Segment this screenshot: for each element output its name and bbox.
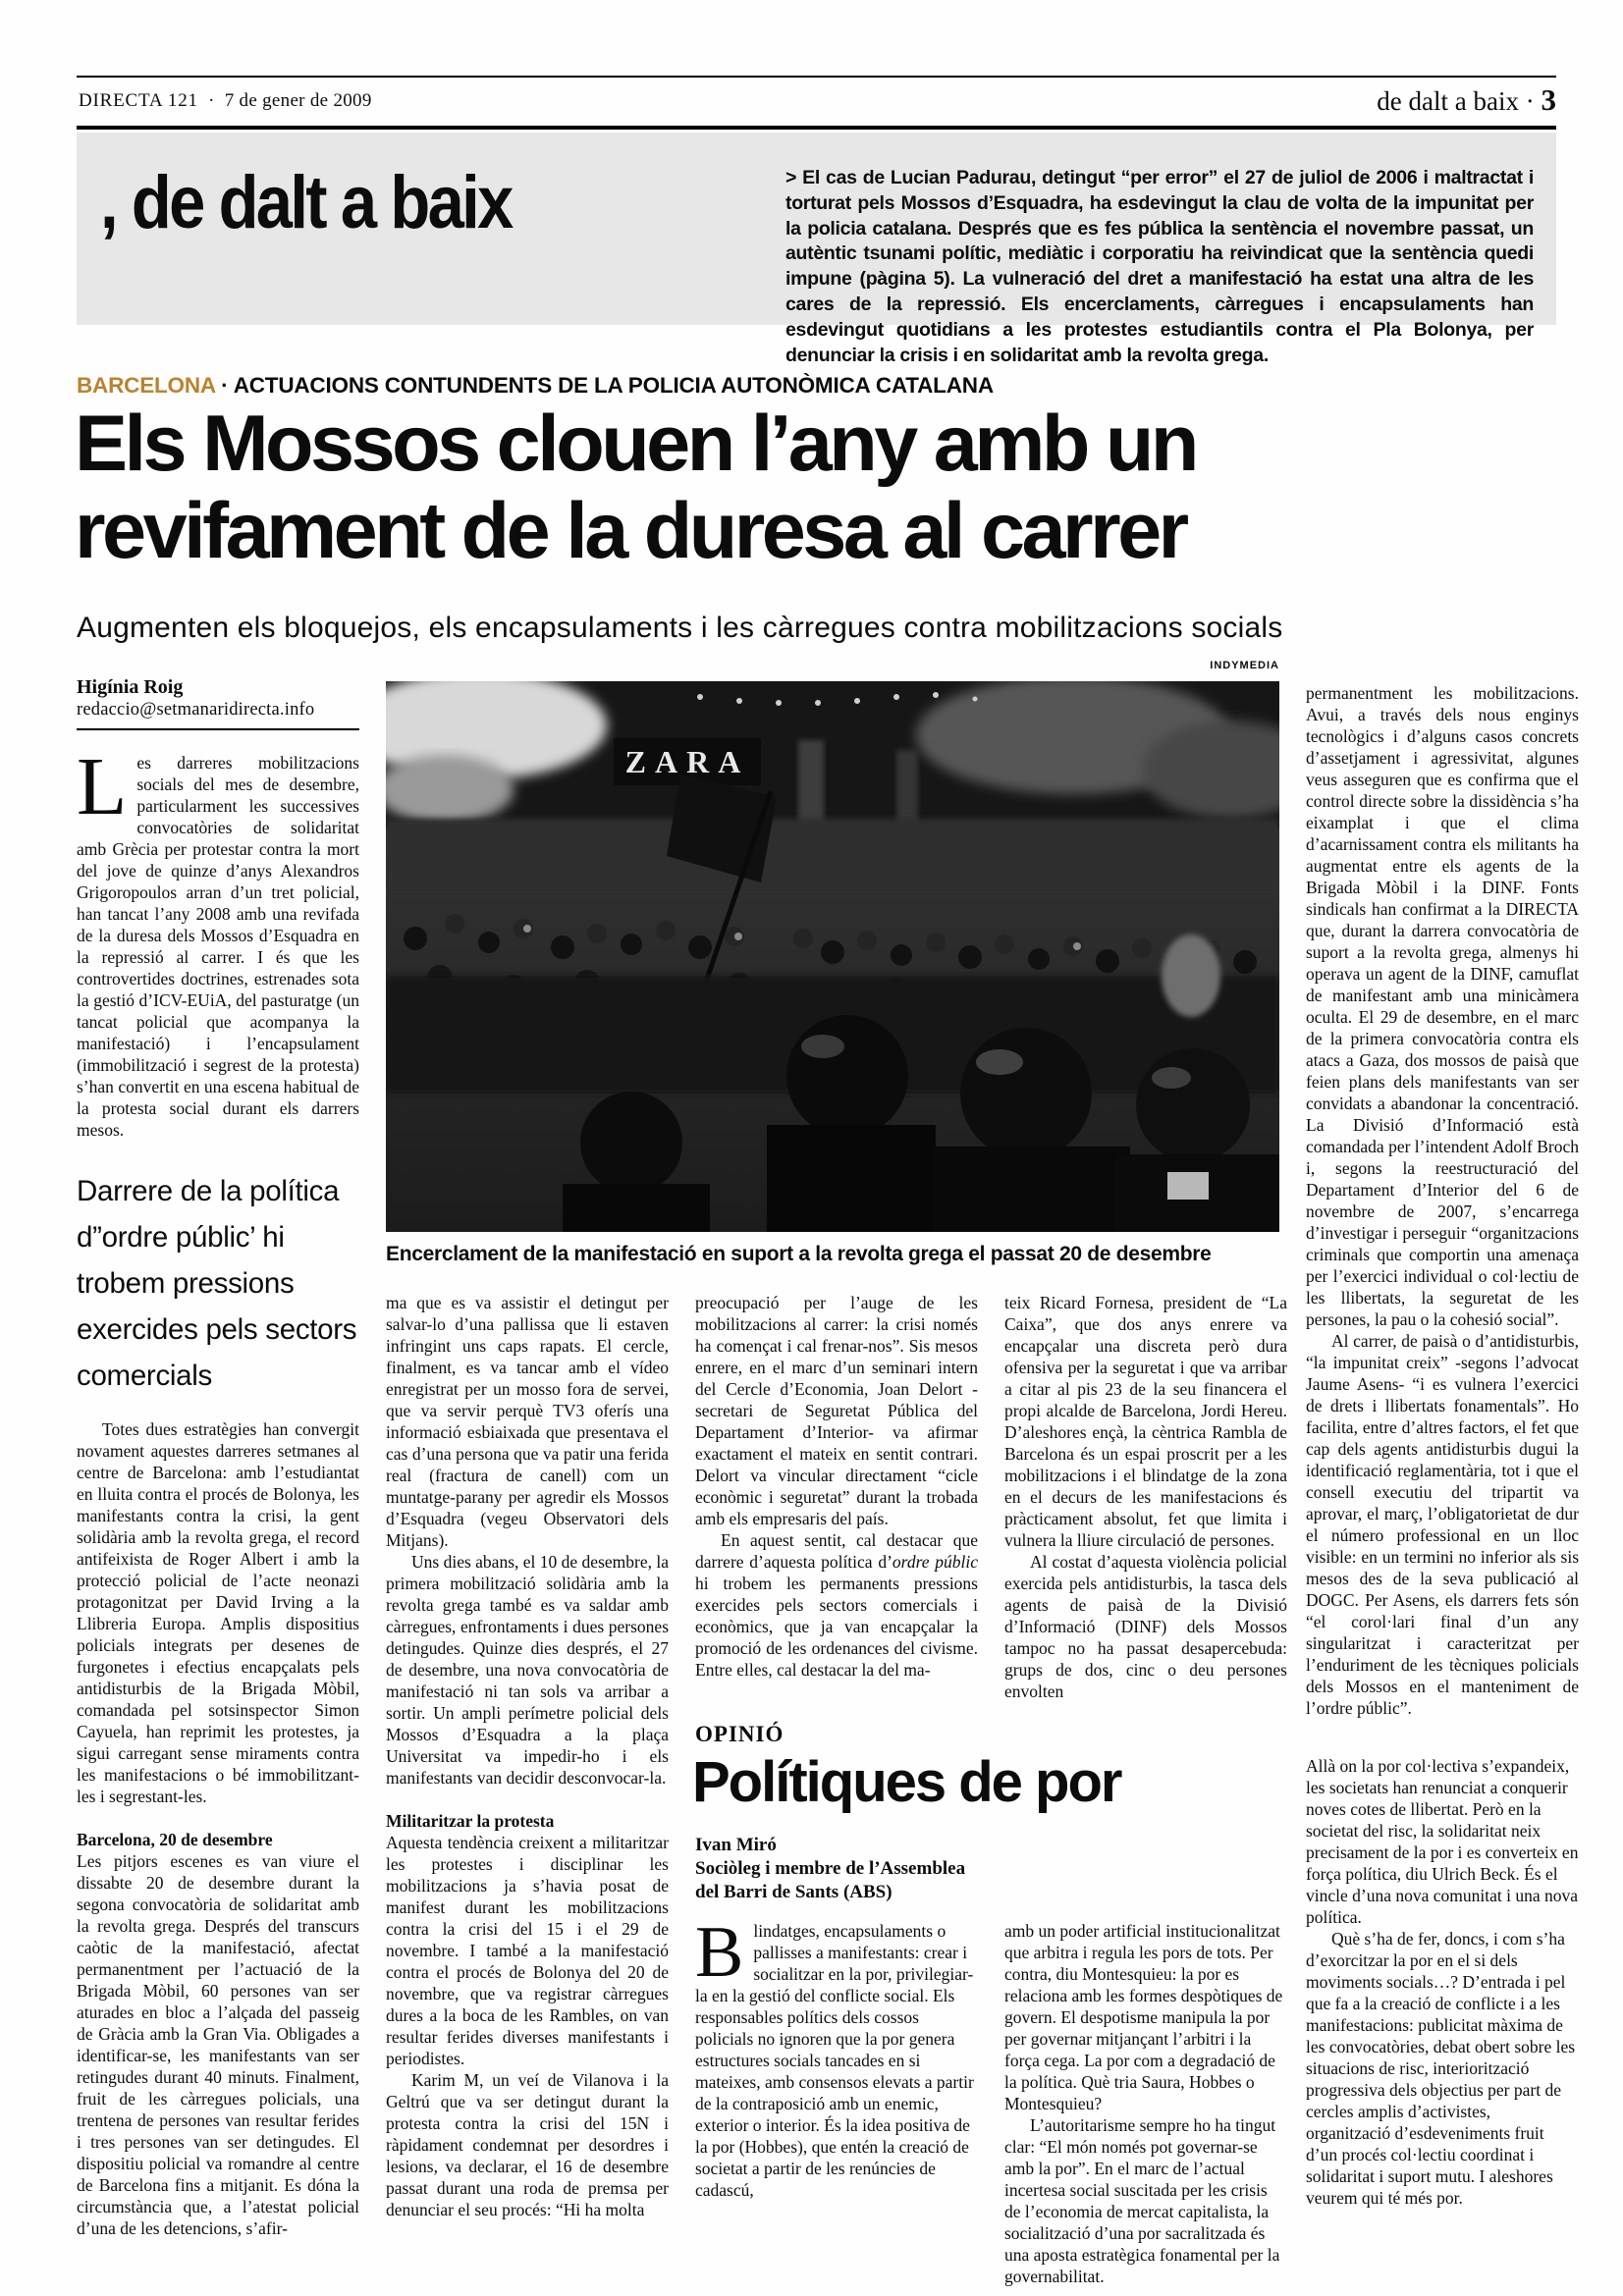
paragraph: L’autoritarisme sempre ho ha tingut clar: “El món només pot governar-se amb la por”. En el marc de l’actual incertesa social suscitada per les crisis de l’economia de mercat capitalista, la socialització d’una por sacralitzada és una aposta estratègica fonamental per la governabilitat.	[1004, 2115, 1280, 2286]
opinion-byline	[695, 1834, 990, 1904]
header-separator: ·	[207, 90, 215, 111]
opinion-column-3	[1306, 1755, 1579, 2209]
photo-caption: Encerclament de la manifestació en suport a la revolta grega el passat 20 de desembre	[386, 1243, 1212, 1265]
paragraph: ma que es va assistir el detingut per salvar-lo d’una pallissa que li estaven infringint uns caps rapats. El cercle, finalment, es va tancar amb el vídeo enregistrat per un mosso fora de servei, que va servir perquè TV3 oferís una informació esbiaixada que presentava el cas d’una persona que va patir una ferida real (fractura de canell) com un muntatge-parany per agredir els Mossos d’Esquadra (vegeu Observatori dels Mitjans).	[386, 1293, 669, 1550]
paragraph: teix Ricard Fornesa, president de “La Caixa”, que dos anys enrere va encapçalar una discreta però dura ofensiva per la seguretat i que va arribar a citar al pis 23 de la seu financera el propi alcalde de Barcelona, Jordi Hereu. D’aleshores ençà, la cèntrica Rambla de Barcelona és un espai proscrit per a les mobilitzacions i el blindatge de la zona en el decurs de les manifestacions és pràcticament absolut, fet que limita i vulnera la lliure circulació de persones.	[1004, 1293, 1287, 1550]
section-band	[77, 133, 1556, 366]
author-email: redaccio@setmanaridirecta.info	[77, 700, 315, 720]
storefront-sign-text: ZARA	[624, 744, 750, 779]
page-header-right	[967, 82, 1556, 118]
article-column-2	[386, 1292, 669, 2220]
dropcap-L: L	[77, 741, 128, 832]
section-big-title: , de dalt a baix	[100, 161, 512, 244]
opinion-author: Ivan Miró	[695, 1835, 777, 1855]
opinion-title: Polítiques de por	[692, 1750, 1121, 1814]
masthead-name: DIRECTA 121	[79, 90, 198, 111]
opinion-label: OPINIÓ	[695, 1722, 784, 1746]
paragraph: amb un poder artificial institucionalitzat que arbitra i regula les pors de tots. Per contra, diu Montesquieu: la por es relaciona amb les formes despòtiques de govern. El despotisme manipula la por per governar mitjançant l’arbitri i la força cega. La por com a degradació de la política. Què tria Saura, Hobbes o Montesquieu?	[1004, 1921, 1283, 2113]
byline-rule	[77, 728, 359, 730]
section-name: de dalt a baix	[1377, 86, 1519, 116]
page-number: 3	[1541, 82, 1556, 117]
paragraph: permanentment les mobilitzacions. Avui, a través dels nous enginys tecnològics i d’alguns casos concrets d’assetjament i agressivitat, algunes veus asseguren que es confirma que el control directe sobre la dissidència s’ha eixamplat i que el clima d’acarnissament contra els militants ha augmentat entre els agents de la Brigada Mòbil i la DINF. Fonts sindicals han confirmat a la DIRECTA que, durant la darrera convocatòria de suport a la revolta grega, almenys hi operava un agent de la DINF, camuflat de manifestant amb una minicàmera oculta. El 29 de desembre, en el marc de la primera convocatòria contra els atacs a Gaza, dos mossos de paisà que feien plans dels manifestants van ser convidats a abandonar la concentració. La Divisió d’Informació està comandada per l’intendent Adolf Broch i, segons la reestructuració del Departament d’Interior del 6 de novembre de 2007, s’encarrega d’investigar i perseguir “organitzacions criminals que comportin una amenaça per l’exercici individual o col·lectiu de les llibertats, la seguretat de les persones, la pau o la cohesió social”.	[1306, 683, 1579, 1329]
paragraph: Aquesta tendència creixent a militaritzar les protestes i disciplinar les mobilitzacions ja s’havia posat de manifest durant les mobilitzacions contra la crisi del 15 i el 29 de novembre. I també a la manifestació contra el procés de Bolonya del 20 de novembre, que va registrar càrregues dures a la boca de les Rambles, on van resultar ferides diverses manifestants i periodistes.	[386, 1833, 669, 2068]
kicker-separator: ·	[215, 373, 234, 398]
paragraph: Allà on la por col·lectiva s’expandeix, les societats han renunciat a conquerir noves cotes de llibertat. Però en la societat del risc, la solidaritat neix precisament de la por i es converteix en força política, diu Ulrich Beck. És el vincle d’una nova comunitat i una nova política.	[1306, 1756, 1579, 1927]
paragraph: En aquest sentit, cal destacar que darrere d’aquesta política d’ordre públic hi trobem les permanents pressions exercides pels sectors comercials i econòmics, que ja van encapçalar la promoció de les ordenances del civisme. Entre elles, cal destacar la del ma-	[695, 1530, 978, 1680]
kicker-text: ACTUACIONS CONTUNDENTS DE LA POLICIA AUTONÒMICA CATALANA	[233, 373, 994, 398]
paragraph: Blindatges, encapsulaments o pallisses a manifestants: crear i socialitzar en la por, privilegiar-la en la gestió del conflicte social. Els responsables polítics dels cossos policials no ignoren que la por genera estructures socials tancades en si mateixes, amb consensos elevats a partir de la contraposició amb un enemic, exterior o interior. És la idea positiva de la por (Hobbes), que entén la creació de societat a partir de les renúncies de cadascú,	[695, 1912, 974, 2200]
photo-credit: INDYMEDIA	[1210, 660, 1279, 671]
paragraph: Al costat d’aquesta violència policial exercida pels antidisturbis, la tasca dels agents de paisà de la Divisió d’Informació (DINF) dels Mossos tampoc no ha passat desapercebuda: grups de dos, cinc o deu persones envolten	[1004, 1552, 1287, 1701]
opinion-column-2	[1004, 1920, 1287, 2287]
paragraph: preocupació per l’auge de les mobilitzacions al carrer: la crisi només ha començat i cal frenar-nos”. Sis mesos enrere, en el marc d’un seminari intern del Cercle d’Economia, Joan Delort -secretari de Seguretat Pública del Departament d’Interior- va afirmar exactament el mateix en sentit contrari. Delort va vincular directament “cicle econòmic i seguretat” durant la trobada amb els empresaris del país.	[695, 1293, 978, 1528]
byline	[77, 675, 359, 730]
header-rule	[77, 126, 1556, 130]
protest-photo	[386, 681, 1279, 1232]
paragraph: Al carrer, de paisà o d’antidisturbis, “la impunitat creix” -segons l’advocat Jaume Asens- “i es vulnera l’exercici de drets i llibertats fonamentals”. Ho facilita, entre d’altres factors, el fet que cap dels agents antidisturbis dugui la identificació reglamentària, tot i que el consell executiu del tripartit va aprovar, el març, l’obligatorietat de dur el número professional en un lloc visible: en un termini no inferior als sis mesos des de la seva publicació al DOGC. Per Asens, els darrers fets són “el corol·lari final d’un any singularitzat i caracteritzat per l’enduriment de les tècniques policials dels Mossos en el manteniment de l’ordre públic”.	[1306, 1331, 1579, 1718]
section-subhead-barcelona: Barcelona, 20 de desembre	[77, 1830, 273, 1849]
section-subhead-militaritzar: Militaritzar la protesta	[386, 1811, 555, 1831]
paragraph: Les darreres mobilitzacions socials del mes de desembre, particularment les successives convocatòries de solidaritat amb Grècia per protestar contra la mort del jove de quinze d’anys Alexandros Grigoropoulos arran d’un tret policial, han tancat l’any 2008 amb una revifada de la duresa dels Mossos d’Esquadra en la repressió al carrer. I és que les controvertides doctrines, estrenades sota la gestió d’ICV-EUiA, del pasturatge (un tancat policial que acompanya la manifestació) i l’encapsulament (immobilització i segrest de la protesta) s’han convertit en una escena habitual de la protesta social durant els darrers mesos.	[77, 741, 359, 1140]
author-name: Higínia Roig	[77, 676, 184, 698]
police-badge	[1167, 1172, 1209, 1200]
article-column-1	[77, 741, 359, 2239]
section-intro-text: > El cas de Lucian Padurau, detingut “per error” el 27 de juliol de 2006 i maltractat i torturat pels Mossos d’Esquadra, ha esdevingut la clau de volta de la impunitat per la policia catalana. Després que es fes pública la sentència el novembre passat, un autèntic tsunami polític, mediàtic i corporatiu ha reivindicat que la sentència quedi impune (pàgina 5). La vulneració del dret a manifestació ha estat una altra de les cares de la repressió. Els encerclaments, càrregues i encapsulaments han esdevingut quotidians a les protestes estudiantils contra el Pla Bolonya, per denunciar la crisis i en solidaritat amb la revolta grega.	[785, 167, 1534, 366]
article-column-3	[695, 1292, 978, 1681]
article-column-4	[1004, 1292, 1287, 1702]
page-header-left	[79, 90, 372, 112]
header-separator-right: ·	[1525, 86, 1535, 116]
dropcap-B: B	[695, 1912, 744, 1993]
kicker-location: BARCELONA	[77, 373, 216, 398]
issue-date: 7 de gener de 2009	[224, 90, 372, 111]
article-column-5	[1306, 682, 1579, 1719]
opinion-column-1	[695, 1912, 978, 2201]
kicker	[77, 373, 994, 399]
italic-ordre-public: ordre públic	[892, 1552, 978, 1572]
paragraph: Les pitjors escenes es van viure el dissabte 20 de desembre durant la segona convocatòria de solidaritat amb la revolta grega. Després del transcurs caòtic de la manifestació, afectat permanentment per l’actuació de la Brigada Mòbil, 60 persones van ser aturades en bloc a l’alçada del passeig de Gràcia amb la Gran Via. Obligades a identificar-se, les manifestants van ser retingudes durant 40 minuts. Finalment, fruit de les càrregues policials, una trentena de persones van resultar ferides i tres persones van ser detingudes. El dispositiu policial va romandre al centre de Barcelona fins a mitjanit. Es dóna la circumstància que, a l’atestat policial d’una de les detencions, s’afir-	[77, 1851, 359, 2238]
paragraph: Què s’ha de fer, doncs, i com s’ha d’exorcitzar la por en el si dels moviments socials…? D’entrada i pel que fa a la creació de conflicte i a les manifestacions: publicitat màxima de les convocatòries, debat obert sobre les situacions de risc, interiorització progressiva dels objectius per part de cercles amplis d’activistes, organització d’esdeveniments fruit d’un procés col·lectiu coordinat i solidaritat i suport mutu. I aleshores veurem qui té més por.	[1306, 1929, 1576, 2208]
top-rule	[77, 76, 1556, 78]
paragraph: Totes dues estratègies han convergit novament aquestes darreres setmanes al centre de Barcelona: amb l’estudiantat en lluita contra el procés de Bolonya, les manifestants contra la crisi, la gent solidària amb la revolta grega, el record antifeixista de Roger Albert i amb la protecció policial de l’acte neonazi protagonitzat per David Irving a la Llibreria Europa. Amplis dispositius policials integrats per desenes de furgonetes i efectius encapçalats pels antidisturbis de la Brigada Mòbil, comandada pel sotsinspector Simon Cayuela, han reprimit les protestes, ja sigui carregant sense miraments contra les manifestacions o bé immobilitzant-les i segrestant-les.	[77, 1419, 359, 1806]
main-headline: Els Mossos clouen l’any amb un revifament de la duresa al carrer	[75, 400, 1196, 575]
protest-photo-graphic	[386, 681, 1279, 1232]
paragraph: Karim M, un veí de Vilanova i la Geltrú que va ser detingut durant la protesta contra la crisi del 15N i ràpidament condemnat per desordres i lesions, va declarar, el 16 de desembre passat durant una roda de premsa per denunciar el seu procés: “Hi ha molta	[386, 2070, 669, 2219]
pull-quote: Darrere de la política d”ordre públic’ hi trobem pressions exercides pels sectors comercials	[77, 1175, 357, 1392]
opinion-author-role: Sociòleg i membre de l’Assemblea del Barri de Sants (ABS)	[695, 1858, 966, 1902]
paragraph: Uns dies abans, el 10 de desembre, la primera mobilització solidària amb la revolta grega també es va saldar amb càrregues, enfrontaments i dues persones detingudes. Quinze dies després, el 27 de desembre, una nova convocatòria de manifestació ni tan sols va arribar a sortir. Un ampli perímetre policial dels Mossos d’Esquadra a la plaça Universitat va impedir-ho i els manifestants van decidir desconvocar-la.	[386, 1552, 669, 1788]
subheadline: Augmenten els bloquejos, els encapsulaments i les càrregues contra mobilitzacions socials	[77, 612, 1283, 644]
